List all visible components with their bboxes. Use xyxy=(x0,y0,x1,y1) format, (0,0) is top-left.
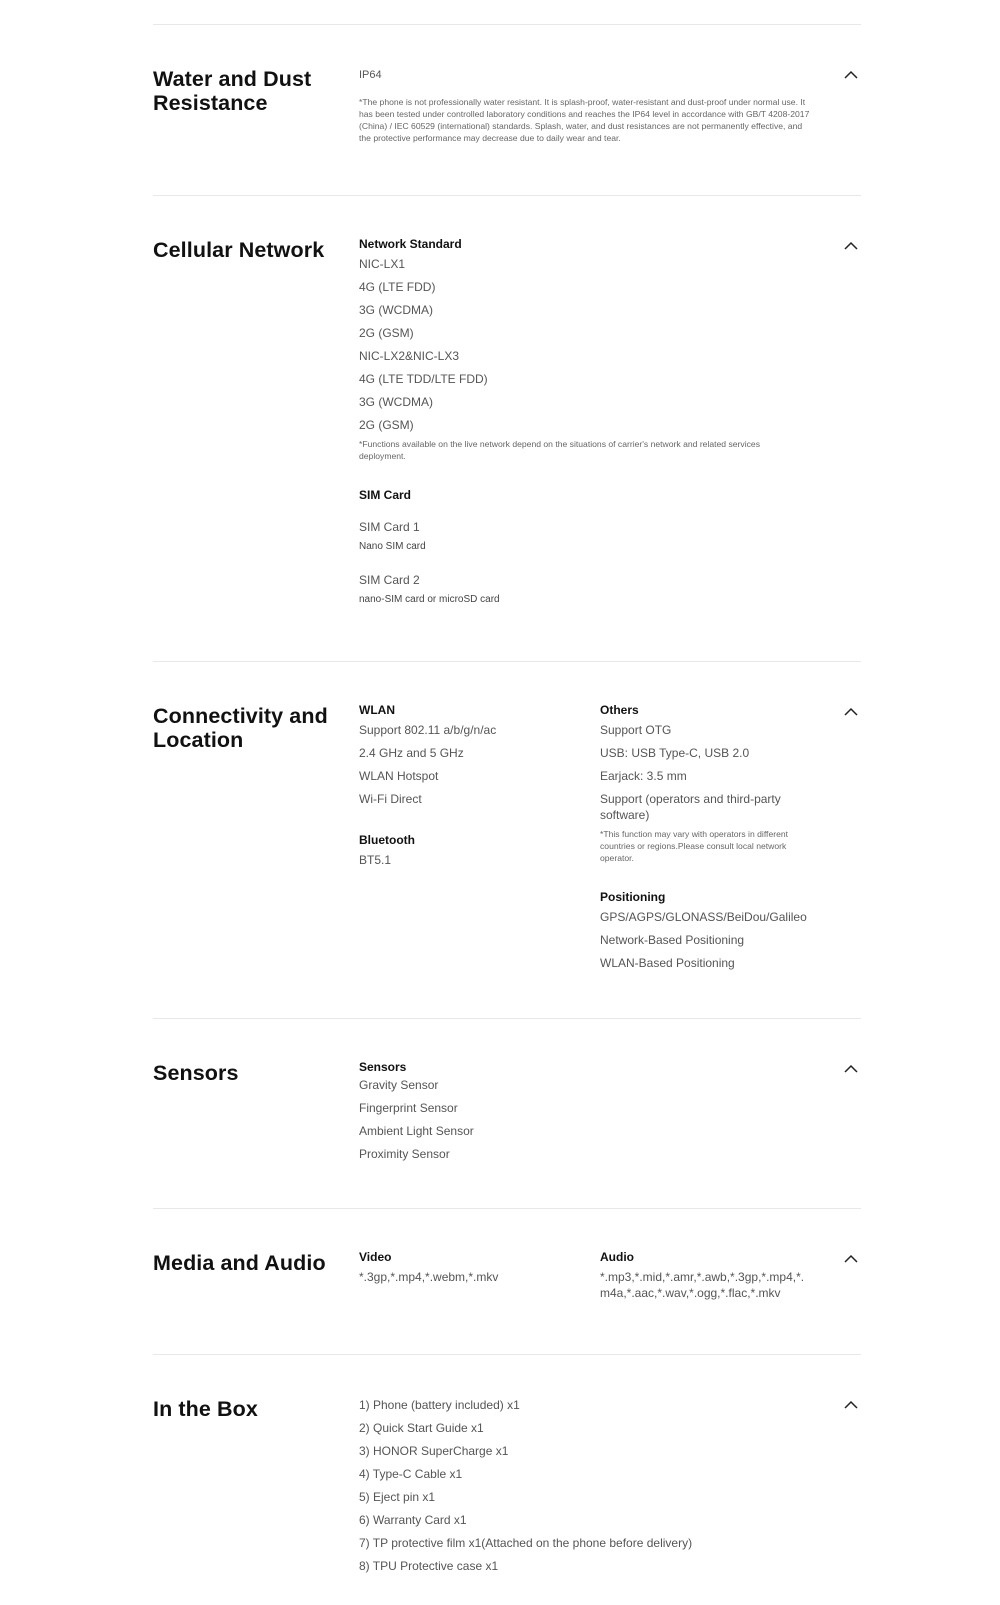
network-item: 2G (GSM) xyxy=(359,418,414,432)
collapse-toggle-media[interactable] xyxy=(841,1249,861,1269)
section-title: In the Box xyxy=(153,1397,258,1421)
audio-heading: Audio xyxy=(600,1250,634,1264)
sim1-label: SIM Card 1 xyxy=(359,520,420,534)
section-cellular xyxy=(153,195,861,662)
bluetooth-heading: Bluetooth xyxy=(359,833,415,847)
section-connectivity xyxy=(153,661,861,1019)
sim-card-heading: SIM Card xyxy=(359,488,412,502)
section-title: Sensors xyxy=(153,1061,239,1085)
audio-value: *.mp3,*.mid,*.amr,*.awb,*.3gp,*.mp4,*.m4a,*.aac,*.wav,*.ogg,*.flac,*.mkv xyxy=(600,1270,805,1300)
section-water-dust xyxy=(153,24,861,196)
video-value: *.3gp,*.mp4,*.webm,*.mkv xyxy=(359,1270,499,1284)
others-item: Support OTG xyxy=(600,723,672,737)
network-standard-heading: Network Standard xyxy=(359,237,462,251)
chevron-up-icon xyxy=(841,702,861,722)
wlan-heading: WLAN xyxy=(359,703,395,717)
bluetooth-value: BT5.1 xyxy=(359,853,392,867)
wlan-item: 2.4 GHz and 5 GHz xyxy=(359,746,464,760)
chevron-up-icon xyxy=(841,236,861,256)
sensor-item: Gravity Sensor xyxy=(359,1078,439,1092)
network-item: 3G (WCDMA) xyxy=(359,303,433,317)
positioning-item: WLAN-Based Positioning xyxy=(600,956,735,970)
positioning-heading: Positioning xyxy=(600,890,666,904)
sensor-item: Proximity Sensor xyxy=(359,1147,450,1161)
sim1-value: Nano SIM card xyxy=(359,541,426,552)
wlan-item: Support 802.11 a/b/g/n/ac xyxy=(359,723,497,737)
chevron-up-icon xyxy=(841,1249,861,1269)
sensors-heading: Sensors xyxy=(359,1060,407,1074)
others-item: Earjack: 3.5 mm xyxy=(600,769,687,783)
section-title: Media and Audio xyxy=(153,1251,326,1275)
water-rating: IP64 xyxy=(359,69,382,81)
section-media xyxy=(153,1208,861,1355)
network-note: *Functions available on the live network depend on the situations of carrier's network and related services deployment. xyxy=(359,439,760,461)
collapse-toggle-box[interactable] xyxy=(841,1395,861,1415)
box-item: 7) TP protective film x1(Attached on the phone before delivery) xyxy=(359,1536,693,1550)
network-item: NIC-LX1 xyxy=(359,257,406,271)
chevron-up-icon xyxy=(841,1395,861,1415)
positioning-item: GPS/AGPS/GLONASS/BeiDou/Galileo xyxy=(600,910,807,924)
others-item: Support (operators and third-party software) xyxy=(600,792,781,822)
box-item: 2) Quick Start Guide x1 xyxy=(359,1421,484,1435)
sim2-value: nano-SIM card or microSD card xyxy=(359,594,500,605)
wlan-item: Wi-Fi Direct xyxy=(359,792,422,806)
box-item: 1) Phone (battery included) x1 xyxy=(359,1398,520,1412)
box-item: 4) Type-C Cable x1 xyxy=(359,1467,463,1481)
video-heading: Video xyxy=(359,1250,392,1264)
chevron-up-icon xyxy=(841,65,861,85)
collapse-toggle-connectivity[interactable] xyxy=(841,702,861,722)
wlan-item: WLAN Hotspot xyxy=(359,769,439,783)
others-item: USB: USB Type-C, USB 2.0 xyxy=(600,746,750,760)
network-item: NIC-LX2&NIC-LX3 xyxy=(359,349,460,363)
section-in-the-box xyxy=(153,1354,861,1595)
chevron-up-icon xyxy=(841,1059,861,1079)
sim2-label: SIM Card 2 xyxy=(359,573,420,587)
section-title: Connectivity and Location xyxy=(153,704,328,752)
network-item: 4G (LTE TDD/LTE FDD) xyxy=(359,372,488,386)
box-item: 5) Eject pin x1 xyxy=(359,1490,436,1504)
collapse-toggle-sensors[interactable] xyxy=(841,1059,861,1079)
section-sensors xyxy=(153,1018,861,1209)
box-item: 8) TPU Protective case x1 xyxy=(359,1559,499,1573)
others-heading: Others xyxy=(600,703,639,717)
box-item: 3) HONOR SuperCharge x1 xyxy=(359,1444,509,1458)
collapse-toggle-cellular[interactable] xyxy=(841,236,861,256)
others-note: *This function may vary with operators in different countries or regions.Please consult local network operator. xyxy=(600,829,789,863)
network-item: 3G (WCDMA) xyxy=(359,395,433,409)
network-item: 4G (LTE FDD) xyxy=(359,280,436,294)
collapse-toggle-water[interactable] xyxy=(841,65,861,85)
box-item: 6) Warranty Card x1 xyxy=(359,1513,467,1527)
section-title: Water and Dust Resistance xyxy=(153,67,312,115)
network-item: 2G (GSM) xyxy=(359,326,414,340)
positioning-item: Network-Based Positioning xyxy=(600,933,745,947)
sensor-item: Fingerprint Sensor xyxy=(359,1101,458,1115)
section-title: Cellular Network xyxy=(153,238,325,262)
sensor-item: Ambient Light Sensor xyxy=(359,1124,474,1138)
water-note: *The phone is not professionally water resistant. It is splash-proof, water-resistant and dust-proof under normal use. It has been tested under controlled laboratory conditions and reaches the IP64 level in accordance with GB/T 4208-2017 (China) / IEC 60529 (international) standards. Splash, water, and dust resistances are not permanently effective, and the protective performance may decrease due to daily wear and tear. xyxy=(359,97,810,143)
